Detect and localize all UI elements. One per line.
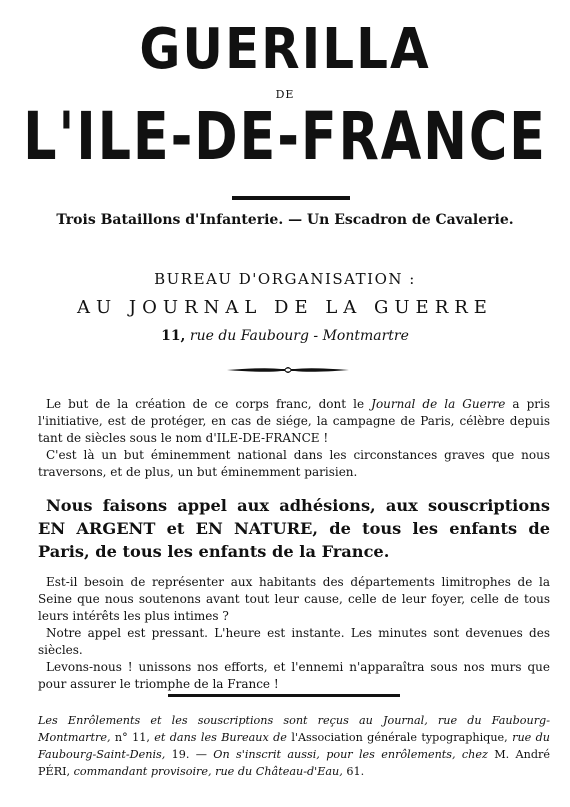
- body-paragraph-3: Levons-nous ! unissons nos efforts, et l'ennemi n'apparaîtra sous nos murs que pour assurer le triomphe de la France !: [38, 660, 550, 691]
- footer-text-1: Les Enrôlements et les souscriptions sont reçus au Journal, rue du Faubourg-Montmartre,: [38, 714, 550, 744]
- ornament-divider-icon: [225, 364, 351, 376]
- footer-number-3: 61.: [346, 765, 365, 778]
- intro-journal-title: Journal de la Guerre: [371, 397, 506, 411]
- footer-text-2: et dans les Bureaux de: [154, 731, 287, 744]
- intro-section: [38, 396, 550, 481]
- footer-association: l'Association générale typographique,: [291, 731, 508, 744]
- intro-text-start: Le but de la création de ce corps franc, dont le: [46, 397, 365, 411]
- footer-text-3: rue du Faubourg-Saint-Denis,: [38, 731, 551, 761]
- address-number: 11,: [161, 328, 186, 344]
- footer-text-5: commandant provisoire, rue du Château-d'Eau,: [73, 765, 343, 778]
- poster-title-ile-de-france: L'ILE-DE-FRANCE: [23, 99, 547, 175]
- bureau-heading: BUREAU D'ORGANISATION :: [154, 270, 416, 288]
- body-paragraph-2: Notre appel est pressant. L'heure est instante. Les minutes sont devenues des siècles.: [38, 626, 550, 657]
- footer-commander-name: M. André PÉRI,: [38, 748, 550, 778]
- body-paragraph-1: Est-il besoin de représenter aux habitants des départements limitrophes de la Seine que nous soutenons avant tout leur cause, celle de leur foyer, celle de tous leurs intérêts les plus intimes ?: [38, 575, 550, 623]
- body-section: [38, 574, 550, 693]
- intro-paragraph-1: [38, 396, 550, 447]
- footer-number-1: n° 11,: [114, 731, 150, 744]
- appeal-section: [38, 494, 550, 563]
- appeal-paragraph: Nous faisons appel aux adhésions, aux souscriptions EN ARGENT et EN NATURE, de tous les enfants de Paris, de tous les enfants de la France.: [38, 496, 550, 561]
- journal-name: AU JOURNAL DE LA GUERRE: [77, 297, 493, 318]
- journal-address: [0, 328, 570, 344]
- poster-title-de: DE: [275, 88, 295, 101]
- address-street: rue du Faubourg - Montmartre: [189, 328, 409, 344]
- footer-notice: [38, 712, 550, 780]
- footer-text-4: — On s'inscrit aussi, pour les enrôlements, chez: [195, 748, 488, 761]
- poster-subtitle: Trois Bataillons d'Infanterie. — Un Escadron de Cavalerie.: [56, 212, 514, 228]
- title-divider: [232, 196, 350, 200]
- intro-paragraph-2: C'est là un but éminemment national dans les circonstances graves que nous traversons, et de plus, un but éminemment parisien.: [38, 448, 550, 479]
- footer-number-2: 19.: [171, 748, 190, 761]
- intro-text-end: a pris l'initiative, est de protéger, en cas de siége, la campagne de Paris, célèbre depuis tant de siècles sous le nom d'ILE-DE-FRANCE !: [38, 397, 550, 445]
- poster-title-guerilla: GUERILLA: [139, 16, 431, 82]
- footer-divider: [168, 694, 400, 697]
